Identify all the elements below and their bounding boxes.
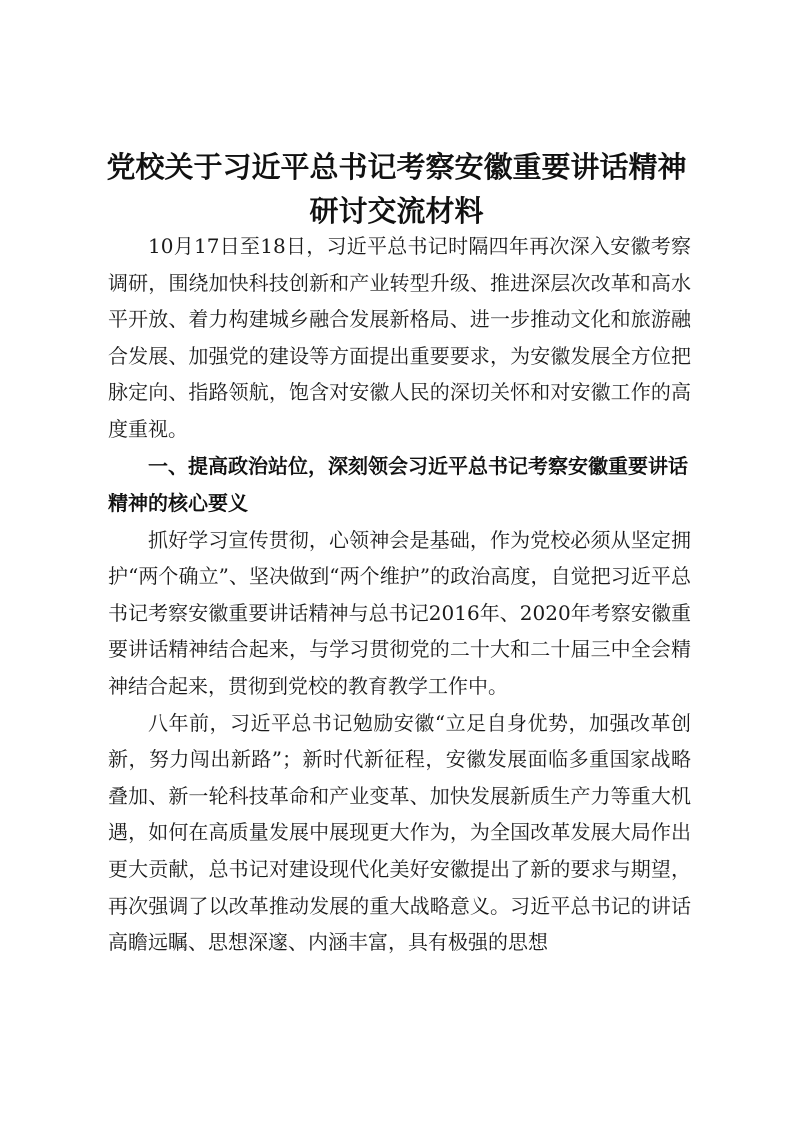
section-heading-1: 一、提高政治站位，深刻领会习近平总书记考察安徽重要讲话精神的核心要义	[108, 453, 688, 515]
document-body	[108, 228, 691, 961]
document-title-line-2: 研讨交流材料	[309, 194, 484, 228]
paragraph-intro: 10月17日至18日，习近平总书记时隔四年再次深入安徽考察调研，围绕加快科技创新和产业转型升级、推进深层次改革和高水平开放、着力构建城乡融合发展新格局、进一步推动文化和旅游融合发展、加强党的建设等方面提出重要要求，为安徽发展全方位把脉定向、指路领航，饱含对安徽人民的深切关怀和对安徽工作的高度重视。	[108, 234, 691, 441]
paragraph-study: 抓好学习宣传贯彻，心领神会是基础，作为党校必须从坚定拥护“两个确立”、坚决做到“两个维护”的政治高度，自觉把习近平总书记考察安徽重要讲话精神与总书记2016年、2020年考察安徽重要讲话精神结合起来，与学习贯彻党的二十大和二十届三中全会精神结合起来，贯彻到党校的教育教学工作中。	[108, 527, 691, 698]
paragraph-eight-years: 八年前，习近平总书记勉励安徽“立足自身优势，加强改革创新，努力闯出新路”；新时代新征程，安徽发展面临多重国家战略叠加、新一轮科技革命和产业变革、加快发展新质生产力等重大机遇，如何在高质量发展中展现更大作为，为全国改革发展大局作出更大贡献，总书记对建设现代化美好安徽提出了新的要求与期望，再次强调了以改革推动发展的重大战略意义。习近平总书记的讲话高瞻远瞩、思想深邃、内涵丰富，具有极强的思想	[108, 710, 691, 955]
document-title-line-1: 党校关于习近平总书记考察安徽重要讲话精神	[106, 150, 687, 184]
